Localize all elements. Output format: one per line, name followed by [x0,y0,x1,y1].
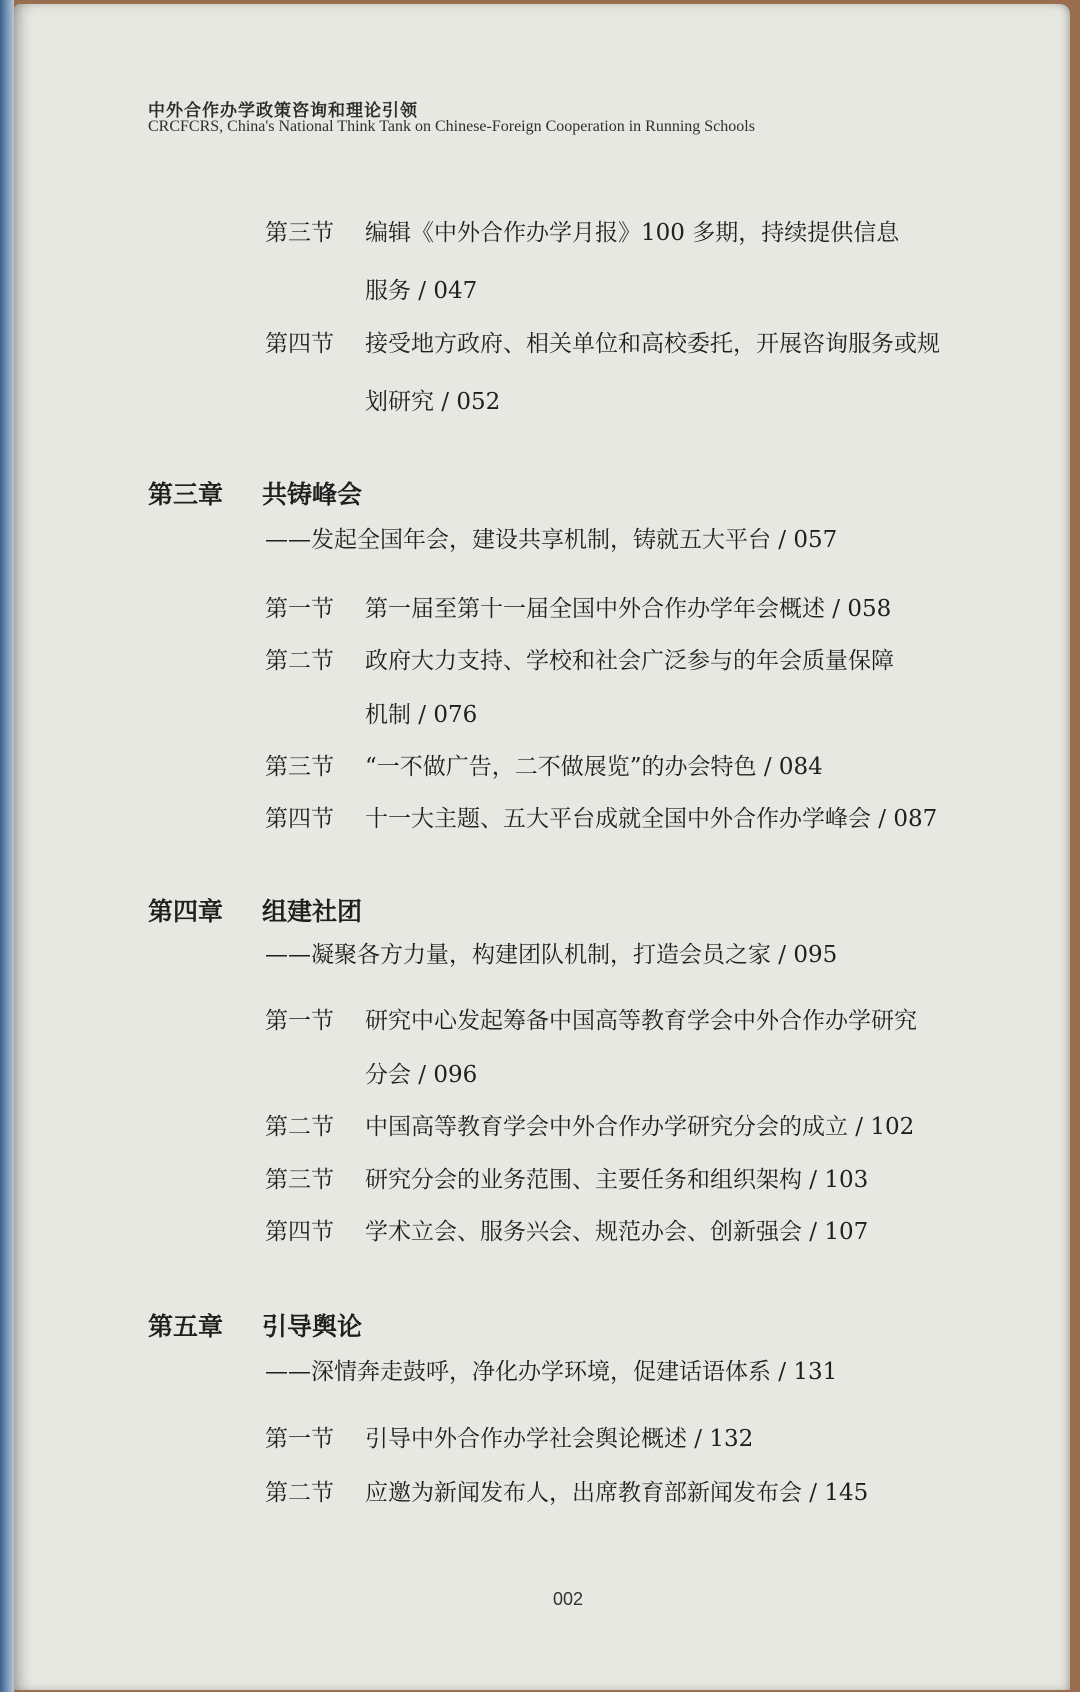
section-number: 第一节 [265,596,334,622]
section-title: 应邀为新闻发布人，出席教育部新闻发布会 / 145 [365,1480,869,1506]
section-number: 第四节 [265,331,334,357]
chapter-title: 共铸峰会 [262,480,363,509]
chapter-subtitle-text: ——发起全国年会，建设共享机制，铸就五大平台 / 057 [265,527,838,553]
section-title: 十一大主题、五大平台成就全国中外合作办学峰会 / 087 [365,806,938,832]
section-title: 学术立会、服务兴会、规范办会、创新强会 / 107 [365,1219,869,1245]
book-edge [0,0,14,1692]
chapter-subtitle-text: ——凝聚各方力量，构建团队机制，打造会员之家 / 095 [265,942,838,968]
section-number: 第二节 [265,1480,334,1506]
chapter-number: 第三章 [148,480,224,509]
section-title-cont: 划研究 / 052 [365,389,501,415]
section-number: 第三节 [265,1167,334,1193]
section-title-cont: 机制 / 076 [365,702,478,728]
section-number: 第一节 [265,1426,334,1452]
section-title: 接受地方政府、相关单位和高校委托，开展咨询服务或规 [365,331,940,357]
section-title: 研究中心发起筹备中国高等教育学会中外合作办学研究 [365,1008,917,1034]
section-number: 第三节 [265,754,334,780]
running-header-en: CRCFCRS, China's National Think Tank on Chinese-Foreign Cooperation in Running Schools [148,118,755,135]
section-title: 政府大力支持、学校和社会广泛参与的年会质量保障 [365,648,894,674]
section-title: 中国高等教育学会中外合作办学研究分会的成立 / 102 [365,1114,915,1140]
chapter-subtitle-text: ——深情奔走鼓呼，净化办学环境，促建话语体系 / 131 [265,1359,838,1385]
section-number: 第一节 [265,1008,334,1034]
section-title: 编辑《中外合作办学月报》100 多期，持续提供信息 [365,220,900,246]
chapter-number: 第五章 [148,1312,224,1341]
section-number: 第二节 [265,1114,334,1140]
page-number: 002 [553,1589,584,1609]
section-title-cont: 分会 / 096 [365,1062,478,1088]
section-number: 第四节 [265,1219,334,1245]
chapter-number: 第四章 [148,897,224,926]
section-title: 引导中外合作办学社会舆论概述 / 132 [365,1426,754,1452]
section-title: “一不做广告，二不做展览”的办会特色 / 084 [365,754,823,780]
section-title: 第一届至第十一届全国中外合作办学年会概述 / 058 [365,596,892,622]
section-number: 第四节 [265,806,334,832]
section-number: 第三节 [265,220,334,246]
section-title-cont: 服务 / 047 [365,278,478,304]
section-title: 研究分会的业务范围、主要任务和组织架构 / 103 [365,1167,869,1193]
section-number: 第二节 [265,648,334,674]
chapter-title: 组建社团 [262,897,363,926]
chapter-title: 引导舆论 [262,1312,363,1341]
running-header-cn: 中外合作办学政策咨询和理论引领 [148,101,418,121]
